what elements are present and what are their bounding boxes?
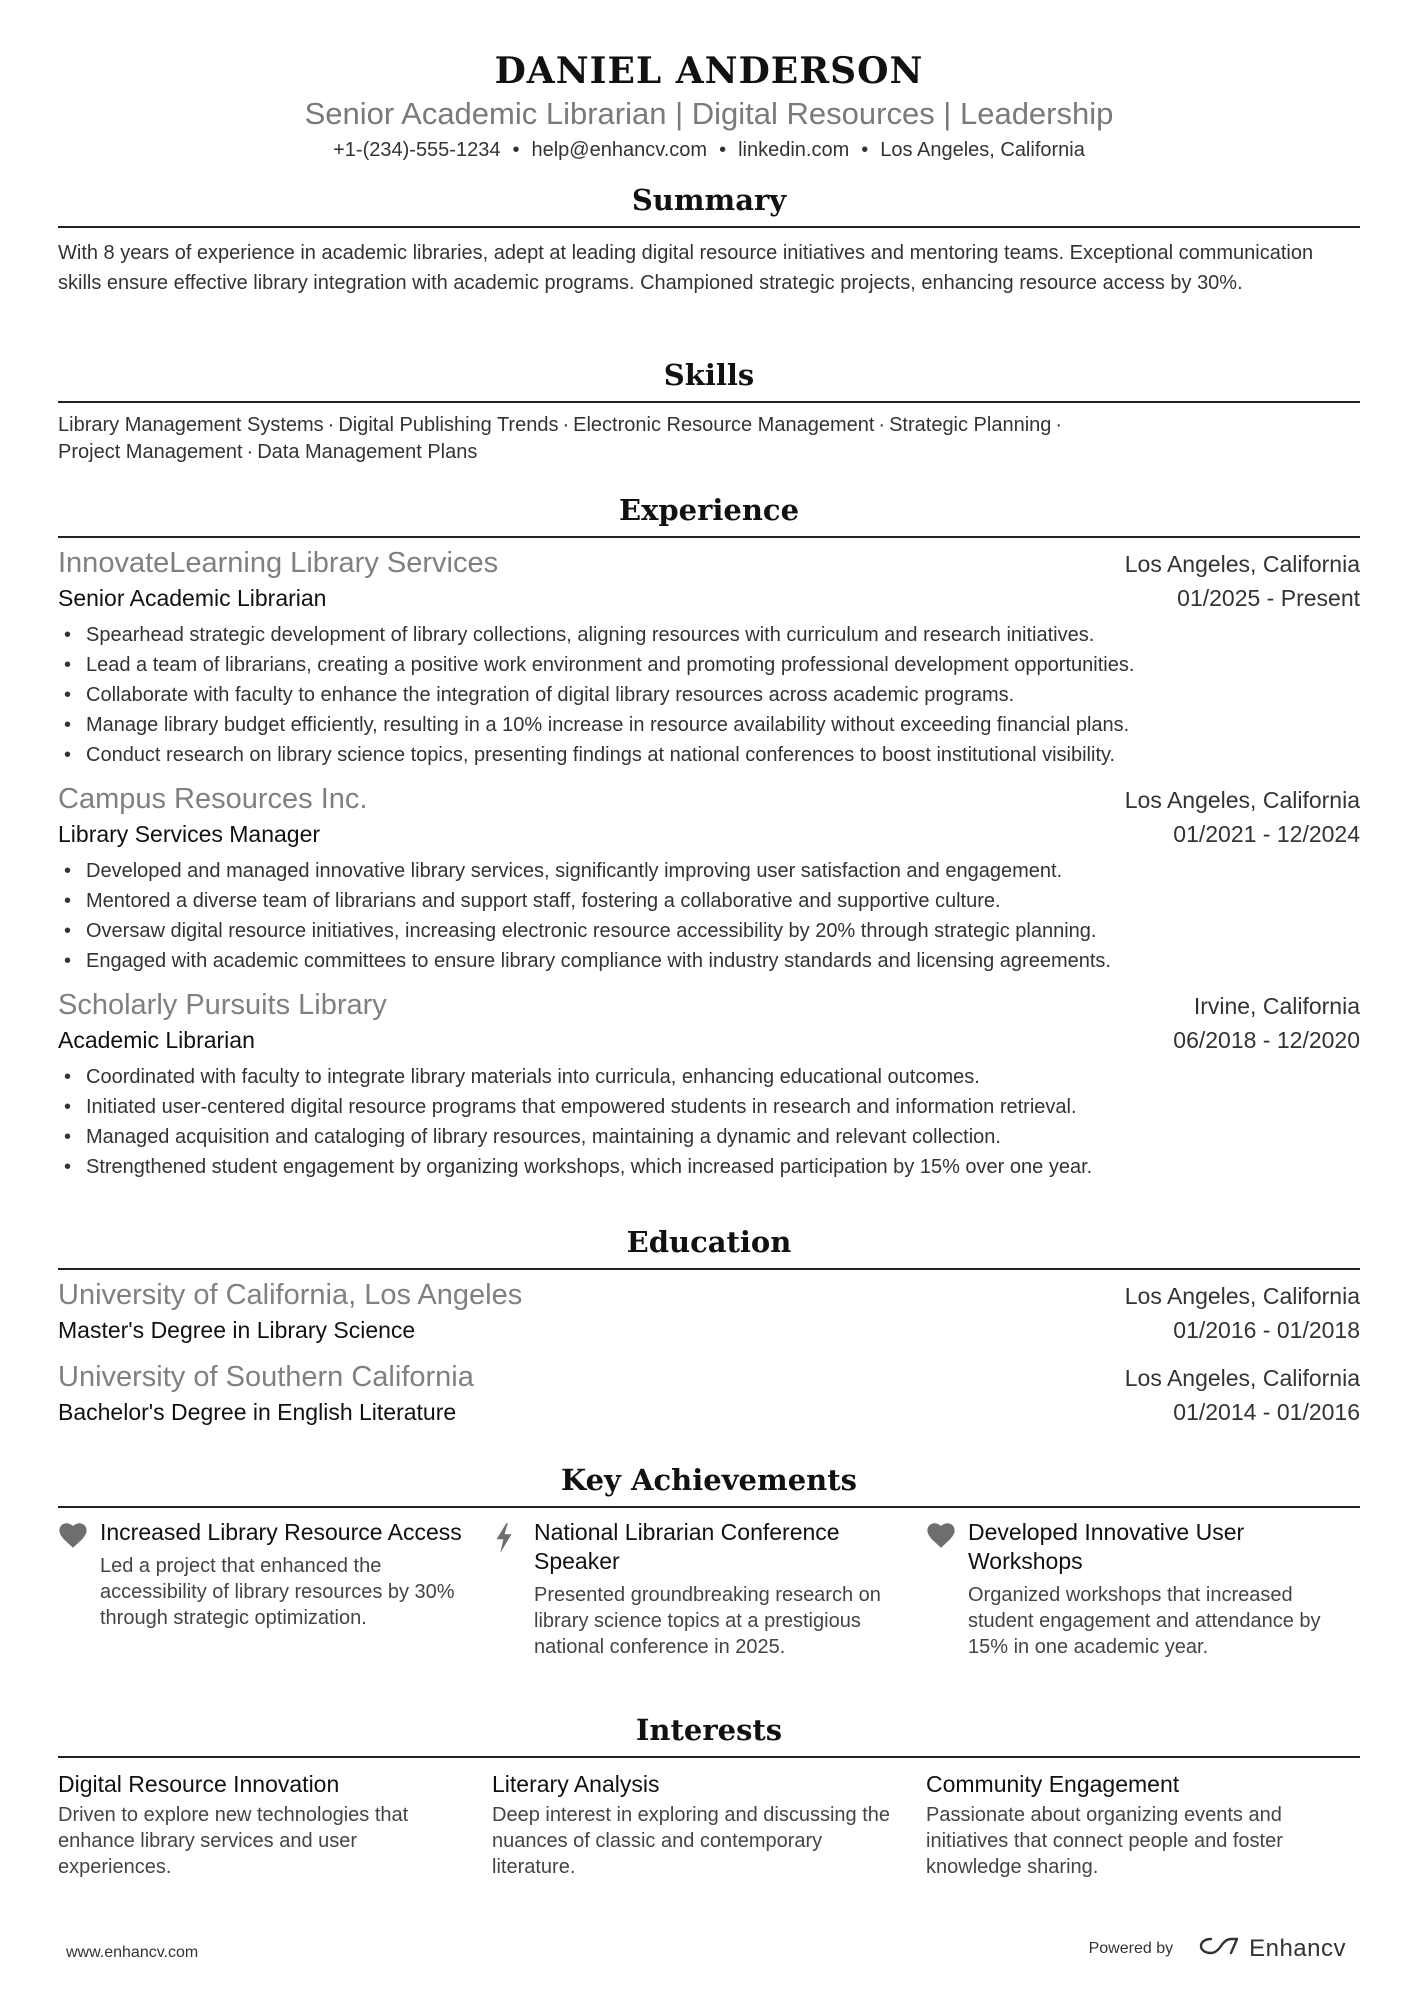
school-name: University of Southern California [58, 1361, 474, 1393]
job-location: Irvine, California [1193, 993, 1360, 1019]
brand-name: Enhancv [1249, 1934, 1346, 1962]
section-title: Skills [663, 358, 755, 392]
bullet-point: • Collaborate with faculty to enhance the integration of digital library resources across academic programs. [58, 680, 1360, 710]
job-bullets [58, 620, 1360, 770]
section-divider [58, 1756, 1360, 1758]
achievement-description: Presented groundbreaking research on library science topics at a prestigious national conference in 2025. [534, 1584, 881, 1658]
bullet-point: • Conduct research on library science topics, presenting findings at national conferences to boost institutional visibility. [58, 740, 1360, 770]
contact-location: Los Angeles, California [880, 139, 1085, 161]
interest-description: Passionate about organizing events and initiatives that connect people and foster knowledge sharing. [926, 1804, 1283, 1878]
summary-section [58, 180, 1360, 298]
interest-description: Driven to explore new technologies that enhance library services and user experiences. [58, 1804, 409, 1878]
dot-separator: · [878, 414, 886, 436]
interests-section [58, 1710, 1360, 1880]
bullet-point: • Lead a team of librarians, creating a positive work environment and promoting professional development opportunities. [58, 650, 1360, 680]
achievement-item [492, 1518, 926, 1660]
degree-name: Master's Degree in Library Science [58, 1317, 416, 1343]
job-role: Library Services Manager [58, 821, 321, 847]
achievement-title: Developed Innovative User Workshops [968, 1519, 1245, 1574]
skill-item: Project Management [58, 441, 243, 463]
achievement-item [58, 1518, 492, 1660]
footer-website[interactable]: www.enhancv.com [66, 1944, 199, 1961]
bullet-separator: • [861, 139, 869, 161]
bullet-point: • Spearhead strategic development of library collections, aligning resources with curriculum and research initiatives. [58, 620, 1360, 650]
interest-item [492, 1768, 926, 1880]
experience-entry [58, 780, 1360, 976]
interest-title: Literary Analysis [492, 1771, 660, 1797]
achievement-description: Organized workshops that increased student engagement and attendance by 15% in one academic year. [968, 1584, 1321, 1658]
section-divider [58, 536, 1360, 538]
dot-separator: · [246, 441, 254, 463]
bullet-point: • Developed and managed innovative library services, significantly improving user satisfaction and engagement. [58, 856, 1360, 886]
experience-entry [58, 986, 1360, 1182]
school-location: Los Angeles, California [1124, 1283, 1360, 1309]
interest-title: Digital Resource Innovation [58, 1771, 340, 1797]
education-dates: 01/2016 - 01/2018 [1173, 1317, 1360, 1343]
skill-item: Digital Publishing Trends [338, 414, 559, 436]
achievement-item [926, 1518, 1360, 1660]
bullet-point: • Coordinated with faculty to integrate library materials into curricula, enhancing educational outcomes. [58, 1062, 1360, 1092]
bullet-point: • Strengthened student engagement by organizing workshops, which increased participation by 15% over one year. [58, 1152, 1360, 1182]
job-dates: 01/2025 - Present [1177, 585, 1360, 611]
skill-item: Library Management Systems [58, 414, 324, 436]
section-divider [58, 1506, 1360, 1508]
bullet-point: • Managed acquisition and cataloging of library resources, maintaining a dynamic and relevant collection. [58, 1122, 1360, 1152]
job-dates: 06/2018 - 12/2020 [1173, 1027, 1360, 1053]
achievements-grid [58, 1518, 1360, 1660]
footer-branding[interactable] [1089, 1934, 1346, 1963]
resume-header [58, 0, 1360, 164]
bullet-point: • Initiated user-centered digital resource programs that empowered students in research and information retrieval. [58, 1092, 1360, 1122]
job-dates: 01/2021 - 12/2024 [1173, 821, 1360, 847]
bullet-point: • Oversaw digital resource initiatives, increasing electronic resource accessibility by 20% through strategic planning. [58, 916, 1360, 946]
bullet-point: • Engaged with academic committees to ensure library compliance with industry standards and licensing agreements. [58, 946, 1360, 976]
achievement-description: Led a project that enhanced the accessibility of library resources by 30% through strategic optimization. [100, 1555, 455, 1629]
company-name: Campus Resources Inc. [58, 783, 368, 815]
section-title: Interests [635, 1713, 783, 1747]
achievement-title: Increased Library Resource Access [100, 1519, 462, 1545]
bullet-separator: • [719, 139, 727, 161]
lightning-icon [492, 1518, 534, 1660]
company-name: Scholarly Pursuits Library [58, 989, 387, 1021]
section-divider [58, 1268, 1360, 1270]
job-location: Los Angeles, California [1124, 787, 1360, 813]
skills-list [58, 412, 1188, 466]
company-name: InnovateLearning Library Services [58, 547, 499, 579]
skill-item: Strategic Planning [889, 414, 1052, 436]
education-section [58, 1222, 1360, 1428]
section-title: Experience [618, 493, 800, 527]
job-role: Academic Librarian [58, 1027, 255, 1053]
skills-section [58, 355, 1360, 466]
candidate-name: DANIEL ANDERSON [494, 50, 924, 92]
candidate-title: Senior Academic Librarian | Digital Resources | Leadership [304, 96, 1114, 131]
job-bullets [58, 1062, 1360, 1182]
bullet-separator: • [512, 139, 520, 161]
contact-line [58, 136, 1360, 164]
experience-section [58, 490, 1360, 1182]
degree-name: Bachelor's Degree in English Literature [58, 1399, 457, 1425]
interest-item [926, 1768, 1360, 1880]
education-dates: 01/2014 - 01/2016 [1173, 1399, 1360, 1425]
heart-icon [58, 1518, 100, 1660]
contact-email[interactable]: help@enhancv.com [531, 139, 708, 161]
dot-separator: · [1055, 414, 1063, 436]
summary-text: With 8 years of experience in academic libraries, adept at leading digital resource initiatives and mentoring teams. Exceptional communication skills ensure effective library integration with academic programs. Championed strategic projects, enhancing resource access by 30%. [58, 242, 1314, 294]
resume-page [58, 0, 1360, 1995]
heart-icon [926, 1518, 968, 1660]
school-location: Los Angeles, California [1124, 1365, 1360, 1391]
dot-separator: · [562, 414, 570, 436]
bullet-point: • Manage library budget efficiently, resulting in a 10% increase in resource availability without exceeding financial plans. [58, 710, 1360, 740]
skill-item: Electronic Resource Management [573, 414, 875, 436]
powered-by-label: Powered by [1088, 1939, 1174, 1957]
job-role: Senior Academic Librarian [58, 585, 327, 611]
interest-description: Deep interest in exploring and discussing the nuances of classic and contemporary literature. [492, 1804, 891, 1878]
achievement-title: National Librarian Conference Speaker [534, 1519, 840, 1574]
bullet-point: • Mentored a diverse team of librarians and support staff, fostering a collaborative and supportive culture. [58, 886, 1360, 916]
education-entry [58, 1358, 1360, 1428]
job-bullets [58, 856, 1360, 976]
school-name: University of California, Los Angeles [58, 1279, 523, 1311]
job-location: Los Angeles, California [1124, 551, 1360, 577]
section-title: Key Achievements [561, 1463, 857, 1497]
achievements-section [58, 1460, 1360, 1660]
interests-grid [58, 1768, 1360, 1880]
skill-item: Data Management Plans [257, 441, 478, 463]
interest-title: Community Engagement [926, 1771, 1180, 1797]
dot-separator: · [327, 414, 335, 436]
contact-phone: +1-(234)-555-1234 [333, 139, 501, 161]
section-title: Summary [631, 183, 787, 217]
section-title: Education [626, 1225, 792, 1259]
enhancv-logo-icon [1197, 1934, 1243, 1963]
section-divider [58, 401, 1360, 403]
experience-entry [58, 544, 1360, 770]
interest-item [58, 1768, 492, 1880]
education-entry [58, 1276, 1360, 1346]
section-divider [58, 226, 1360, 228]
contact-linkedin[interactable]: linkedin.com [738, 139, 850, 161]
